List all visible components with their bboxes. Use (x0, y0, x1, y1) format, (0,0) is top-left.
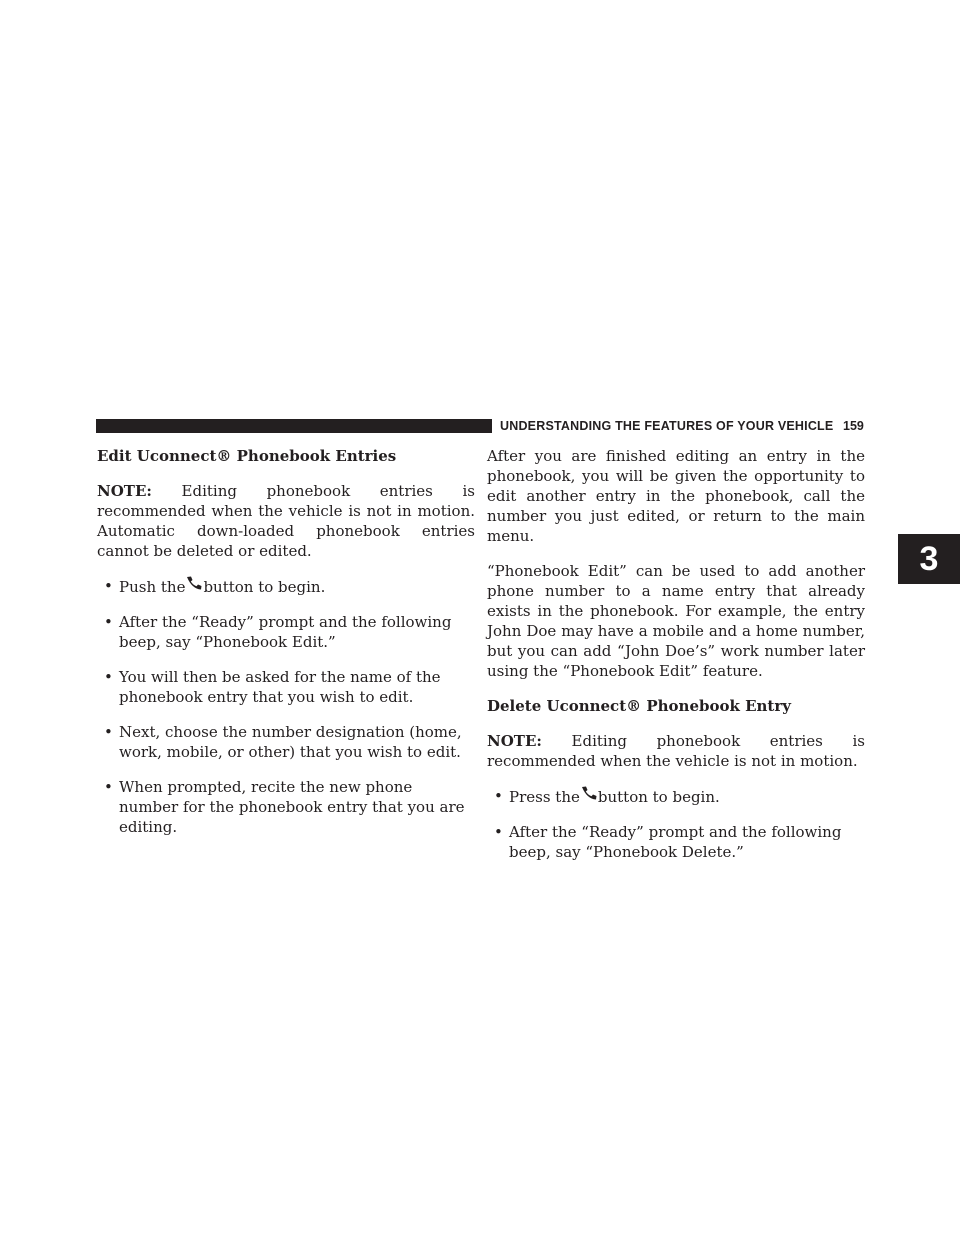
chapter-tab: 3 (898, 534, 960, 584)
section-header-title: UNDERSTANDING THE FEATURES OF YOUR VEHICLE (500, 419, 834, 433)
list-item: • Next, choose the number designation (home, work, mobile, or other) that you wish to edit. (97, 722, 475, 762)
note-paragraph (97, 481, 475, 561)
note-text: Editing phonebook entries is recommended when the vehicle is not in motion. Automatic down-loaded phonebook entries cannot be deleted or edited. (97, 482, 475, 560)
list-item: • You will then be asked for the name of the phonebook entry that you wish to edit. (97, 667, 475, 707)
list-item: • When prompted, recite the new phone number for the phonebook entry that you are editing. (97, 777, 475, 837)
bullet-text-pre: Push the (119, 578, 186, 596)
page-number: 159 (843, 419, 864, 433)
section-heading-delete: Delete Uconnect® Phonebook Entry (487, 697, 791, 715)
phone-icon (581, 786, 597, 800)
phone-icon (186, 576, 202, 590)
note-label: NOTE: (97, 482, 152, 500)
bullet-text-pre: Press the (509, 788, 580, 806)
list-item (487, 786, 865, 807)
paragraph: “Phonebook Edit” can be used to add another phone number to a name entry that already exists in the phonebook. For example, the entry John Doe may have a mobile and a home number, but you can add “John Doe’s” work number later using the “Phonebook Edit” feature. (487, 562, 865, 680)
instruction-list (487, 786, 865, 862)
section-heading-edit: Edit Uconnect® Phonebook Entries (97, 447, 397, 465)
bullet-text-post: button to begin. (597, 788, 720, 806)
list-item (97, 576, 475, 597)
list-item: • After the “Ready” prompt and the following beep, say “Phonebook Delete.” (487, 822, 865, 862)
instruction-list (97, 576, 475, 837)
note-text: Editing phonebook entries is recommended when the vehicle is not in motion. (487, 732, 865, 770)
right-column (487, 436, 865, 877)
bullet-text-post: button to begin. (203, 578, 326, 596)
list-item: • After the “Ready” prompt and the following beep, say “Phonebook Edit.” (97, 612, 475, 652)
header-bar (96, 419, 492, 433)
note-paragraph (487, 731, 865, 771)
left-column (97, 436, 475, 852)
paragraph: After you are finished editing an entry in the phonebook, you will be given the opportunity to edit another entry in the phonebook, call the number you just edited, or return to the main menu. (487, 447, 865, 545)
note-label: NOTE: (487, 732, 542, 750)
